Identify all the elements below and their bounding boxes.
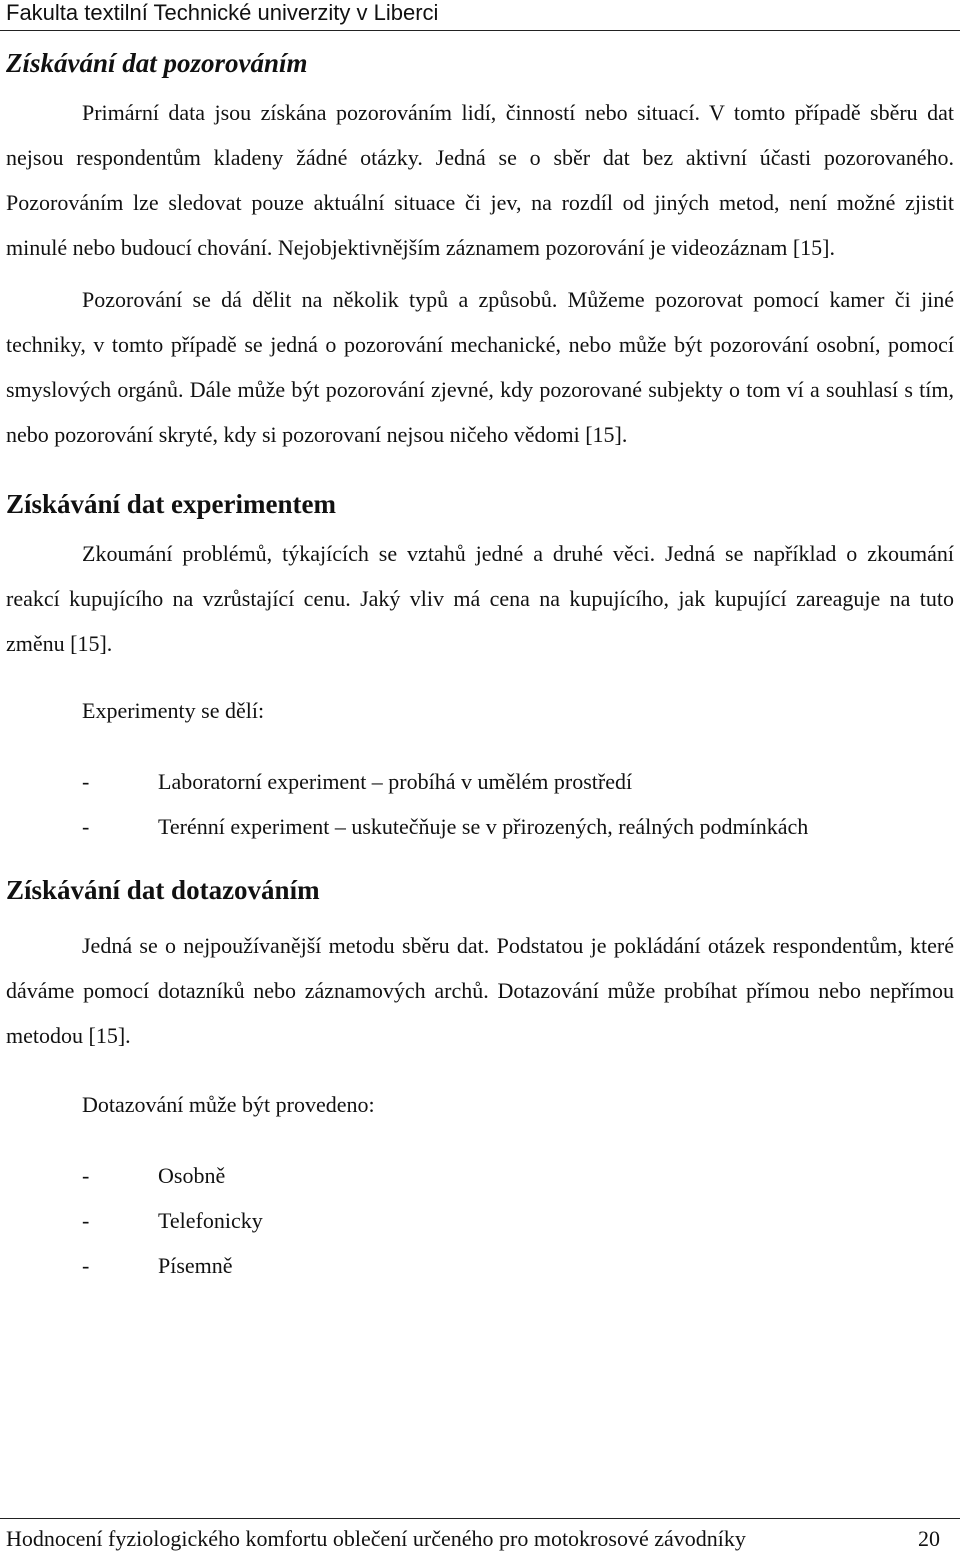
list-item: - Laboratorní experiment – probíhá v umělém prostředí [6,759,954,804]
list-item: - Telefonicky [6,1198,954,1243]
list-item: - Terénní experiment – uskutečňuje se v přirozených, reálných podmínkách [6,804,954,849]
experiment-list [6,759,954,849]
list-item: - Písemně [6,1243,954,1288]
list-item: - Osobně [6,1153,954,1198]
section-heading-pozorovanim: Získávání dat pozorováním [6,48,308,78]
paragraph: Pozorování se dá dělit na několik typů a způsobů. Můžeme pozorovat pomocí kamer či jiné techniky, v tomto případě se jedná o pozorování mechanické, nebo může být pozorování osobní, pomocí smyslových orgánů. Dále může být pozorování zjevné, kdy pozorované subjekty o tom ví a souhlasí s tím, nebo pozorování skryté, kdy si pozorovaní nejsou ničeho vědomi [15]. [6,287,954,447]
footer-text: Hodnocení fyziologického komfortu oblečení určeného pro motokrosové závodníky [6,1526,746,1551]
list-marker: - [82,1163,90,1188]
section-heading-dotazovanim: Získávání dat dotazováním [6,875,320,905]
header-title: Fakulta textilní Technické univerzity v Liberci [6,0,439,25]
paragraph: Primární data jsou získána pozorováním lidí, činností nebo situací. V tomto případě sběru dat nejsou respondentům kladeny žádné otázky. Jedná se o sběr dat bez aktivní účasti pozorovaného. Pozorováním lze sledovat pouze aktuální situace či jev, na rozdíl od jiných metod, není možné zjistit minulé nebo budoucí chování. Nejobjektivnějším záznamem pozorování je videozáznam [15]. [6,100,954,260]
page-content [6,30,954,1288]
section-heading-experimentem: Získávání dat experimentem [6,489,336,519]
dotazovani-list [6,1153,954,1288]
list-intro: Experimenty se dělí: [82,698,265,723]
list-marker: - [82,1253,90,1278]
list-intro: Dotazování může být provedeno: [82,1092,375,1117]
page-header [0,0,960,31]
paragraph: Jedná se o nejpoužívanější metodu sběru dat. Podstatou je pokládání otázek respondentům, které dáváme pomocí dotazníků nebo záznamových archů. Dotazování může probíhat přímou nebo nepřímou metodou [15]. [6,933,954,1048]
page-number: 20 [918,1526,940,1551]
page-footer [0,1518,960,1551]
paragraph: Zkoumání problémů, týkajících se vztahů jedné a druhé věci. Jedná se například o zkoumání reakcí kupujícího na vzrůstající cenu. Jaký vliv má cena na kupujícího, jak kupující zareaguje na tuto změnu [15]. [6,541,954,656]
list-marker: - [82,769,90,794]
list-marker: - [82,1208,90,1233]
list-marker: - [82,814,90,839]
